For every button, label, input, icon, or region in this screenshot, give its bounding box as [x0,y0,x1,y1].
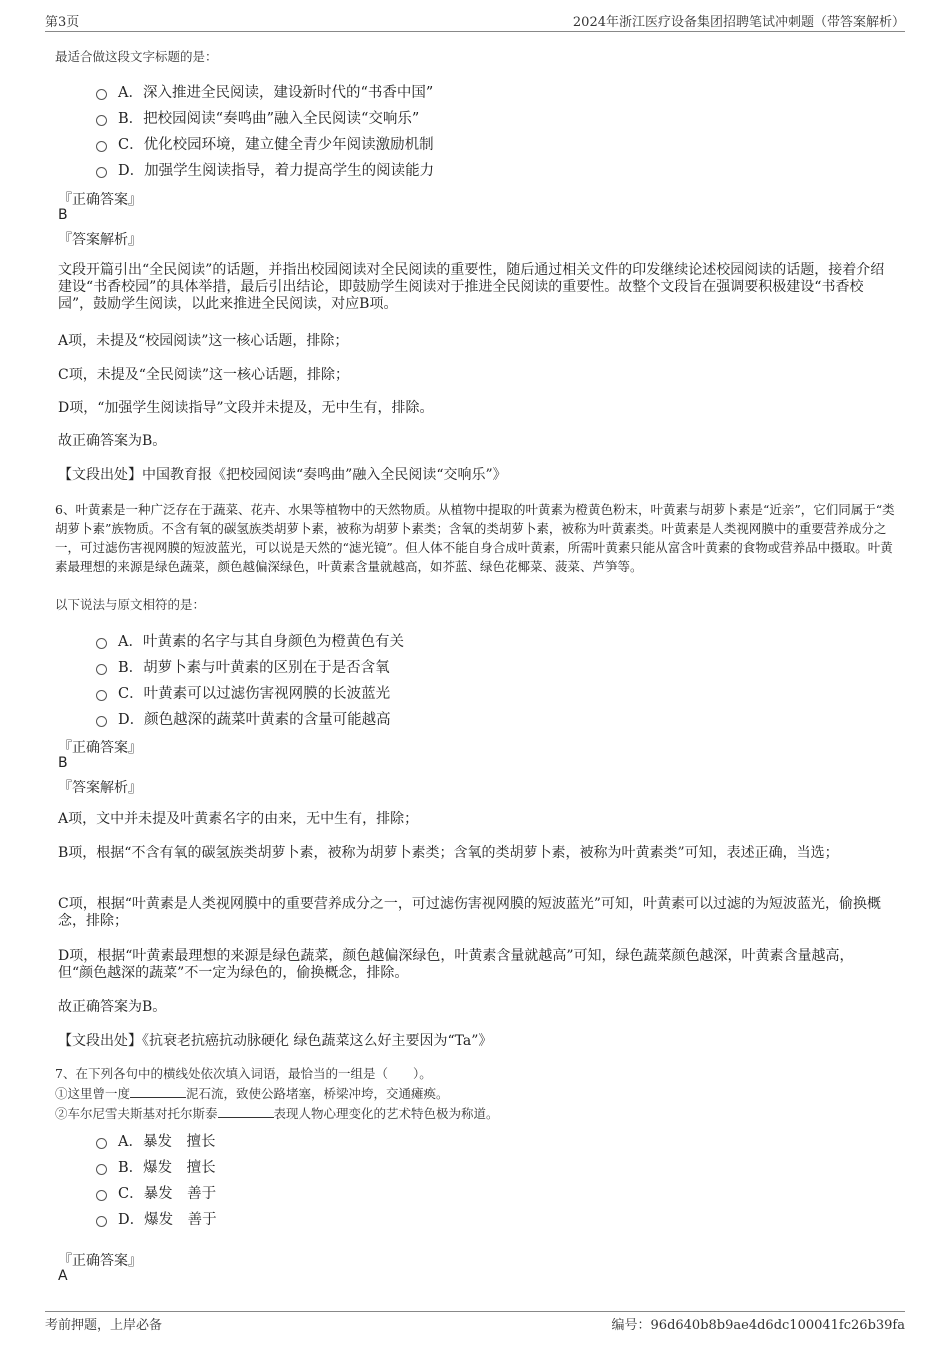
q6-conclusion: 故正确答案为B。 [58,999,167,1015]
q6-passage: 6、叶黄素是一种广泛存在于蔬菜、花卉、水果等植物中的天然物质。从植物中提取的叶黄素为橙黄色粉末，叶黄素与胡萝卜素是“近亲”，它们同属于“类胡萝卜素”族物质。不含有氧的碳氢族类胡萝卜素，被称为胡萝卜素类；含氧的类胡萝卜素，被称为叶黄素类。叶黄素是人类视网膜中的重要营养成分之一，可过滤伤害视网膜的短波蓝光，可以说是天然的“滤光镜”。但人体不能自身合成叶黄素，所需叶黄素只能从富含叶黄素的食物或营养品中摄取。叶黄素最理想的来源是绿色蔬菜，颜色越偏深绿色，叶黄素含量就越高，如芥蓝、绿色花椰菜、菠菜、芦笋等。 [55,502,895,574]
header-divider [45,31,905,32]
q7-sentence-2: ②车尔尼雪夫斯基对托尔斯泰 表现人物心理变化的艺术特色极为称道。 [55,1106,499,1121]
q5-answer: B [58,207,68,223]
radio-icon[interactable] [96,690,107,701]
q5-analysis-paragraph: 文段开篇引出“全民阅读”的话题，并指出校园阅读对全民阅读的重要性，随后通过相关文件的印发继续论述校园阅读的话题，接着介绍建设“书香校园”的具体举措，最后引出结论，即鼓励学生阅读对于推进全民阅读的重要性。故整个文段旨在强调要积极建设“书香校园”，鼓励学生阅读，以此来推进全民阅读，对应B项。 [58,262,885,312]
q7-option-d[interactable]: D． 爆发 善于 [96,1208,217,1228]
q7-sentence-1: ①这里曾一度 泥石流，致使公路堵塞，桥梁冲垮，交通瘫痪。 [55,1086,449,1101]
radio-icon[interactable] [96,167,107,178]
radio-icon[interactable] [96,1164,107,1175]
q5-conclusion: 故正确答案为B。 [58,433,167,449]
footer-slogan: 考前押题，上岸必备 [45,1318,163,1333]
radio-icon[interactable] [96,638,107,649]
fill-blank [130,1084,186,1098]
q5-analysis-d: D项，“加强学生阅读指导”文段并未提及，无中生有，排除。 [58,400,434,416]
q6-analysis-d: D项，根据“叶黄素最理想的来源是绿色蔬菜，颜色越偏深绿色，叶黄素含量就越高”可知，绿色蔬菜颜色越深，叶黄素含量越高，但“颜色越深的蔬菜”不一定为绿色的，偷换概念，排除。 [58,948,854,981]
q6-analysis-label: 『答案解析』 [58,780,142,796]
q5-answer-label: 『正确答案』 [58,192,142,208]
q5-prompt: 最适合做这段文字标题的是： [55,49,218,64]
fill-blank [218,1104,274,1118]
radio-icon[interactable] [96,1216,107,1227]
radio-icon[interactable] [96,141,107,152]
q6-option-a[interactable]: A． 叶黄素的名字与其自身颜色为橙黄色有关 [96,630,404,650]
q7-option-a[interactable]: A． 暴发 擅长 [96,1130,215,1150]
q7-option-c[interactable]: C． 暴发 善于 [96,1182,216,1202]
document-code: 编号：96d640b8b9ae4d6dc100041fc26b39fa [611,1318,905,1333]
q6-prompt: 以下说法与原文相符的是： [55,597,206,612]
q5-option-d[interactable]: D． 加强学生阅读指导，着力提高学生的阅读能力 [96,159,434,179]
page-number: 第3页 [45,15,80,30]
radio-icon[interactable] [96,89,107,100]
q7-answer: A [58,1268,68,1284]
radio-icon[interactable] [96,716,107,727]
q6-option-c[interactable]: C． 叶黄素可以过滤伤害视网膜的长波蓝光 [96,682,390,702]
q6-option-b[interactable]: B． 胡萝卜素与叶黄素的区别在于是否含氧 [96,656,390,676]
q5-source: 【文段出处】中国教育报《把校园阅读“奏鸣曲”融入全民阅读“交响乐”》 [58,467,507,483]
radio-icon[interactable] [96,115,107,126]
q6-analysis-b: B项，根据“不含有氧的碳氢族类胡萝卜素，被称为胡萝卜素类；含氧的类胡萝卜素，被称为叶黄素类”可知，表述正确，当选； [58,845,839,861]
q6-answer-label: 『正确答案』 [58,740,142,756]
q6-option-d[interactable]: D． 颜色越深的蔬菜叶黄素的含量可能越高 [96,708,391,728]
q5-analysis-a: A项，未提及“校园阅读”这一核心话题，排除； [58,333,349,349]
footer-divider [45,1311,905,1312]
document-title: 2024年浙江医疗设备集团招聘笔试冲刺题（带答案解析） [572,15,905,30]
q7-stem: 7、在下列各句中的横线处依次填入词语，最恰当的一组是（ ）。 [55,1066,432,1081]
q6-analysis-c: C项，根据“叶黄素是人类视网膜中的重要营养成分之一，可过滤伤害视网膜的短波蓝光”可知，叶黄素可以过滤的为短波蓝光，偷换概念，排除； [58,896,882,929]
radio-icon[interactable] [96,1138,107,1149]
q5-analysis-c: C项，未提及“全民阅读”这一核心话题，排除； [58,367,350,383]
q5-option-b[interactable]: B． 把校园阅读“奏鸣曲”融入全民阅读“交响乐” [96,107,419,127]
radio-icon[interactable] [96,1190,107,1201]
q5-option-c[interactable]: C． 优化校园环境，建立健全青少年阅读激励机制 [96,133,434,153]
radio-icon[interactable] [96,664,107,675]
q6-analysis-a: A项，文中并未提及叶黄素名字的由来，无中生有，排除； [58,811,419,827]
q6-answer: B [58,755,68,771]
q5-analysis-label: 『答案解析』 [58,232,142,248]
q5-option-a[interactable]: A． 深入推进全民阅读，建设新时代的“书香中国” [96,81,433,101]
q7-option-b[interactable]: B． 爆发 擅长 [96,1156,216,1176]
q6-source: 【文段出处】《抗衰老抗癌抗动脉硬化 绿色蔬菜这么好主要因为“Ta”》 [58,1033,493,1049]
q7-answer-label: 『正确答案』 [58,1253,142,1269]
